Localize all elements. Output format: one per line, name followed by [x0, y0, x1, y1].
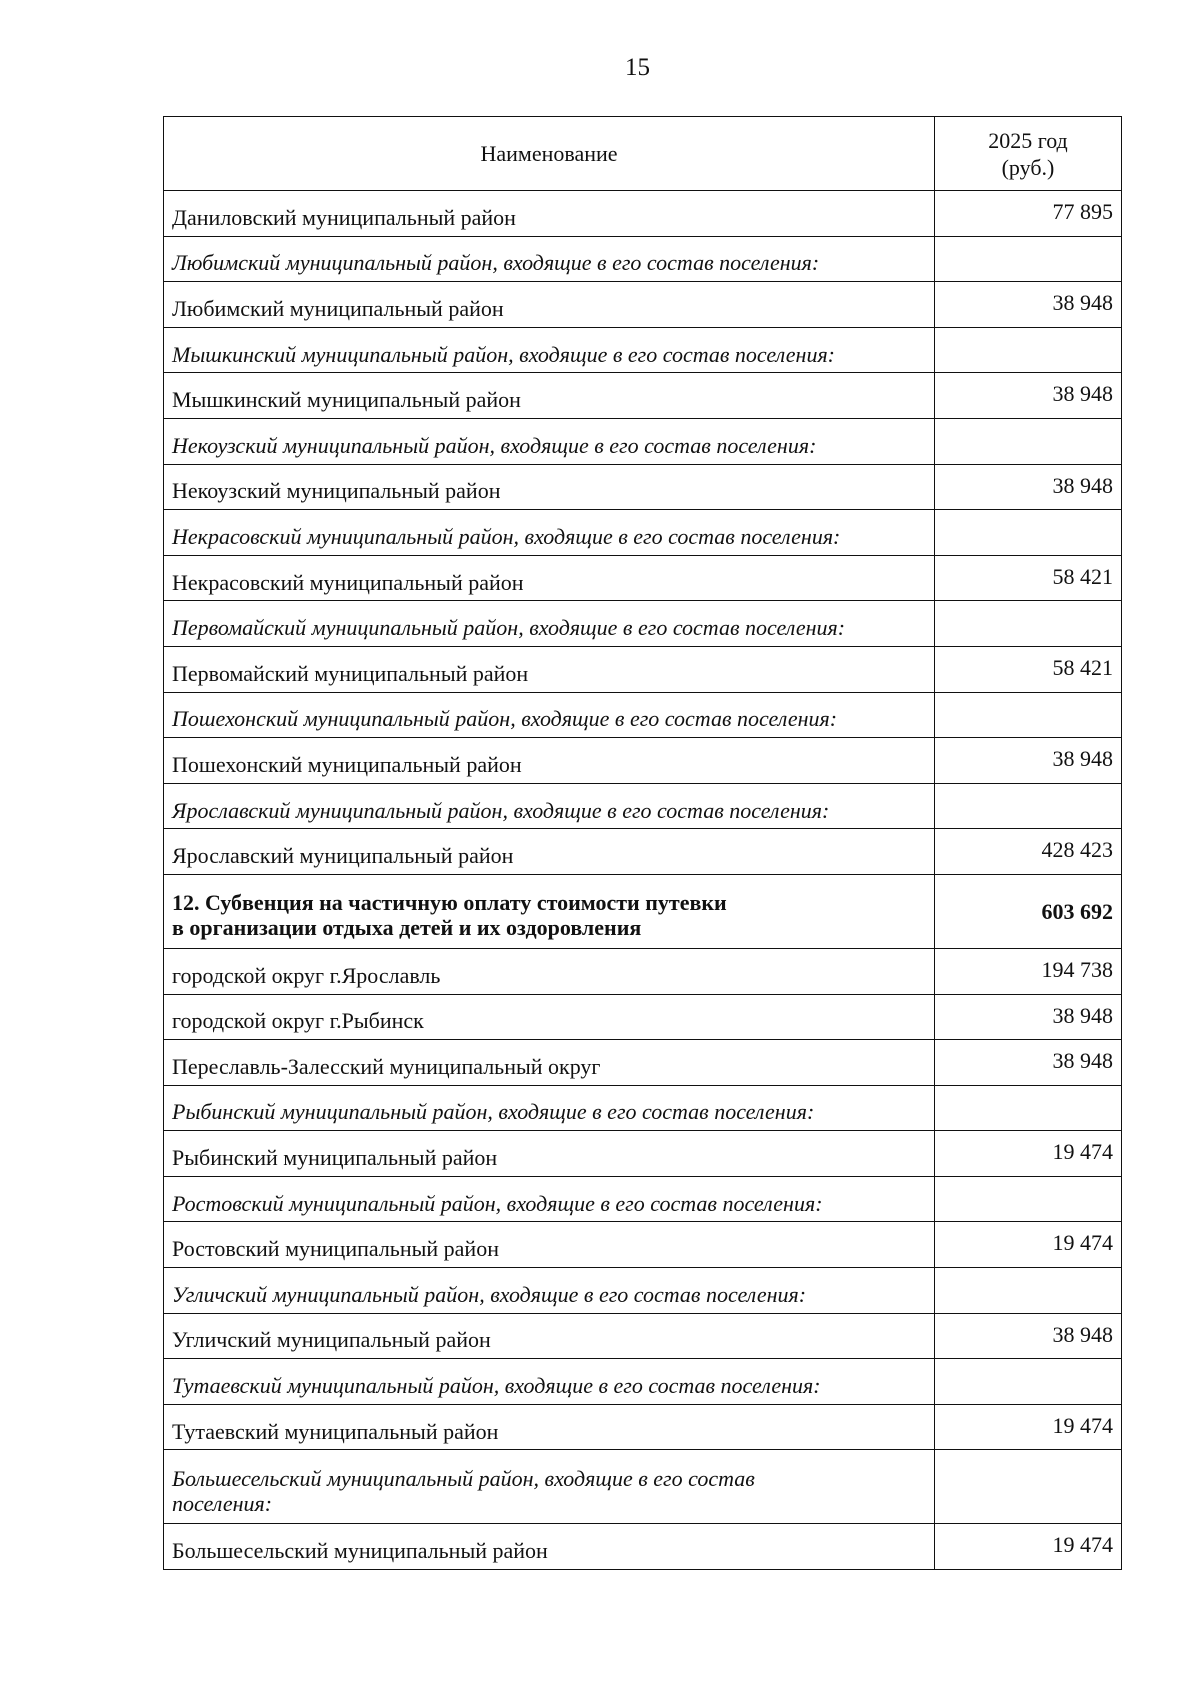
row-name-line: Даниловский муниципальный район: [172, 204, 516, 230]
table-row: [164, 1040, 1122, 1086]
row-value-cell: [935, 510, 1122, 556]
row-name-line: Любимский муниципальный район, входящие в его состав поселения:: [172, 250, 820, 276]
row-value-cell: 194 738: [935, 948, 1122, 994]
column-header-year: 2025 год: [988, 127, 1068, 153]
row-value-cell: 603 692: [935, 874, 1122, 948]
row-name-cell: [164, 1313, 935, 1359]
row-name-line: Большесельский муниципальный район: [172, 1538, 548, 1564]
row-name-cell: [164, 1268, 935, 1314]
row-name-line: Тутаевский муниципальный район, входящие в его состав поселения:: [172, 1373, 821, 1399]
row-value-cell: [935, 1359, 1122, 1405]
row-name-line: в организации отдыха детей и их оздоровления: [172, 915, 642, 941]
table-header-row: [164, 117, 1122, 191]
table-row: [164, 510, 1122, 556]
table-row: [164, 555, 1122, 601]
row-name-cell: [164, 510, 935, 556]
row-name-line: Ярославский муниципальный район, входящие в его состав поселения:: [172, 797, 830, 823]
table-row: [164, 783, 1122, 829]
table-row: [164, 1085, 1122, 1131]
row-value-cell: 428 423: [935, 829, 1122, 875]
row-name-line: городской округ г.Ярославль: [172, 962, 441, 988]
table-row: [164, 829, 1122, 875]
row-name-line: Угличский муниципальный район, входящие в его состав поселения:: [172, 1281, 807, 1307]
row-name-line: Первомайский муниципальный район, входящие в его состав поселения:: [172, 615, 846, 641]
row-name-cell: [164, 1131, 935, 1177]
row-value-cell: 38 948: [935, 282, 1122, 328]
row-value-cell: [935, 601, 1122, 647]
row-name-line: Первомайский муниципальный район: [172, 660, 529, 686]
table-row: [164, 1131, 1122, 1177]
row-value-cell: 38 948: [935, 464, 1122, 510]
row-name-line: Некрасовский муниципальный район: [172, 569, 524, 595]
row-value-cell: [935, 1450, 1122, 1524]
row-name-line: Угличский муниципальный район: [172, 1327, 491, 1353]
row-name-line: Ростовский муниципальный район: [172, 1236, 499, 1262]
table-row: [164, 464, 1122, 510]
table-row: [164, 191, 1122, 237]
row-value-cell: [935, 783, 1122, 829]
row-name-line: 12. Субвенция на частичную оплату стоимости путевки: [172, 890, 727, 916]
page-number: 15: [625, 54, 650, 81]
row-name-cell: [164, 373, 935, 419]
table-row: [164, 418, 1122, 464]
row-name-line: Рыбинский муниципальный район, входящие в его состав поселения:: [172, 1099, 815, 1125]
row-name-cell: [164, 646, 935, 692]
row-name-line: Мышкинский муниципальный район: [172, 387, 521, 413]
row-name-line: Некрасовский муниципальный район, входящие в его состав поселения:: [172, 523, 841, 549]
row-name-cell: [164, 994, 935, 1040]
row-value-cell: [935, 418, 1122, 464]
row-name-cell: [164, 874, 935, 948]
row-name-cell: [164, 948, 935, 994]
row-value-cell: 38 948: [935, 994, 1122, 1040]
table-row: [164, 994, 1122, 1040]
row-name-cell: [164, 464, 935, 510]
table-row: [164, 1450, 1122, 1524]
table-row: [164, 738, 1122, 784]
table-body: [164, 191, 1122, 1570]
table-row: [164, 1176, 1122, 1222]
row-name-line: Мышкинский муниципальный район, входящие в его состав поселения:: [172, 341, 835, 367]
table-row: [164, 1268, 1122, 1314]
row-value-cell: 38 948: [935, 738, 1122, 784]
column-header-unit: (руб.): [1001, 154, 1055, 180]
row-name-cell: [164, 1450, 935, 1524]
row-value-cell: 58 421: [935, 646, 1122, 692]
row-name-cell: [164, 1222, 935, 1268]
row-name-cell: [164, 1085, 935, 1131]
row-name-cell: [164, 829, 935, 875]
row-value-cell: 19 474: [935, 1131, 1122, 1177]
row-name-line: Любимский муниципальный район: [172, 295, 504, 321]
table-row: [164, 948, 1122, 994]
row-name-cell: [164, 555, 935, 601]
row-name-cell: [164, 282, 935, 328]
row-name-cell: [164, 1040, 935, 1086]
table-row: [164, 282, 1122, 328]
row-name-line: Пошехонский муниципальный район, входящие в его состав поселения:: [172, 706, 838, 732]
row-name-cell: [164, 418, 935, 464]
row-name-cell: [164, 1176, 935, 1222]
allocation-table: [163, 116, 1122, 1570]
row-value-cell: [935, 692, 1122, 738]
row-name-cell: [164, 738, 935, 784]
table-row: [164, 646, 1122, 692]
table-row: [164, 373, 1122, 419]
row-name-cell: [164, 1359, 935, 1405]
table-row: [164, 1404, 1122, 1450]
row-name-line: Ростовский муниципальный район, входящие в его состав поселения:: [172, 1190, 823, 1216]
table-row: [164, 1524, 1122, 1570]
row-value-cell: [935, 1268, 1122, 1314]
table-row: [164, 1359, 1122, 1405]
column-header-name: Наименование: [164, 117, 935, 191]
row-name-cell: [164, 327, 935, 373]
row-name-line: Тутаевский муниципальный район: [172, 1418, 499, 1444]
table-row: [164, 327, 1122, 373]
row-name-line: Большесельский муниципальный район, входящие в его состав: [172, 1465, 755, 1491]
row-name-cell: [164, 236, 935, 282]
row-name-line: Рыбинский муниципальный район: [172, 1145, 498, 1171]
row-name-line: Некоузский муниципальный район: [172, 478, 501, 504]
row-value-cell: [935, 1176, 1122, 1222]
row-value-cell: 77 895: [935, 191, 1122, 237]
row-name-line: Переславль-Залесский муниципальный округ: [172, 1053, 601, 1079]
row-value-cell: 38 948: [935, 1040, 1122, 1086]
row-name-line: Пошехонский муниципальный район: [172, 751, 522, 777]
row-name-line: поселения:: [172, 1490, 273, 1516]
table-row: [164, 1313, 1122, 1359]
row-value-cell: 38 948: [935, 1313, 1122, 1359]
row-name-line: Некоузский муниципальный район, входящие в его состав поселения:: [172, 432, 817, 458]
row-name-cell: [164, 692, 935, 738]
row-name-cell: [164, 1524, 935, 1570]
row-value-cell: [935, 1085, 1122, 1131]
row-value-cell: 38 948: [935, 373, 1122, 419]
table-row: [164, 601, 1122, 647]
row-value-cell: 19 474: [935, 1524, 1122, 1570]
row-name-cell: [164, 601, 935, 647]
row-value-cell: 19 474: [935, 1404, 1122, 1450]
table-row: [164, 874, 1122, 948]
row-name-line: Ярославский муниципальный район: [172, 843, 514, 869]
row-name-cell: [164, 191, 935, 237]
row-value-cell: [935, 236, 1122, 282]
table-row: [164, 692, 1122, 738]
row-value-cell: 19 474: [935, 1222, 1122, 1268]
row-name-cell: [164, 1404, 935, 1450]
row-value-cell: 58 421: [935, 555, 1122, 601]
table-row: [164, 1222, 1122, 1268]
row-value-cell: [935, 327, 1122, 373]
row-name-line: городской округ г.Рыбинск: [172, 1008, 424, 1034]
table-row: [164, 236, 1122, 282]
column-header-value: [935, 117, 1122, 191]
row-name-cell: [164, 783, 935, 829]
